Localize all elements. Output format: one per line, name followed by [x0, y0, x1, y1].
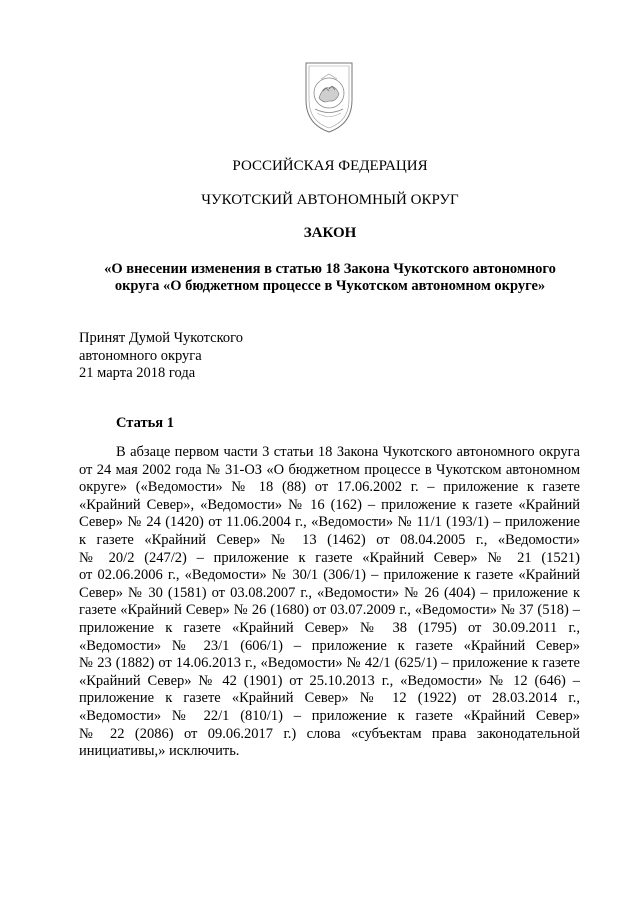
body-line: инициативы,» исключить. [79, 743, 240, 760]
country-heading: РОССИЙСКАЯ ФЕДЕРАЦИЯ [232, 158, 428, 174]
adoption-line: Принят Думой Чукотского [79, 330, 244, 346]
body-line: приложение к газете «Крайний Север» № 12 (1922) от 28.03.2014 г., [79, 690, 580, 707]
body-line: «Ведомости» № 23/1 (606/1) – приложение к газете «Крайний Север» [79, 637, 580, 654]
adoption-info [79, 330, 243, 383]
body-line: Север» № 24 (1420) от 11.06.2004 г., «Ведомости» № 11/1 (193/1) – приложение [79, 514, 580, 531]
coat-of-arms-icon [299, 56, 359, 136]
body-line: «Крайний Север», «Ведомости» № 16 (162) – приложение к газете «Крайний [79, 496, 580, 513]
law-title-line: «О внесении изменения в статью 18 Закона Чукотского автономного [104, 261, 556, 277]
article-heading: Статья 1 [116, 415, 174, 431]
body-line: № 20/2 (247/2) – приложение к газете «Крайний Север» № 21 (1521) [79, 549, 580, 566]
body-line: «Ведомости» № 22/1 (810/1) – приложение к газете «Крайний Север» [79, 707, 580, 724]
body-line: № 23 (1882) от 14.06.2013 г., «Ведомости» № 42/1 (625/1) – приложение к газете [79, 655, 580, 672]
law-title [60, 261, 600, 295]
article-body [79, 444, 580, 761]
body-line: газете «Крайний Север» № 26 (1680) от 03.07.2009 г., «Ведомости» № 37 (518) – [79, 602, 580, 619]
body-line: от 24 мая 2002 года № 31-ОЗ «О бюджетном процессе в Чукотском автономном [79, 461, 580, 478]
adoption-line: автономного округа [79, 347, 202, 364]
body-line: «Крайний Север» № 42 (1901) от 25.10.2013 г., «Ведомости» № 12 (646) – [79, 672, 580, 689]
region-heading: ЧУКОТСКИЙ АВТОНОМНЫЙ ОКРУГ [201, 192, 459, 208]
body-line: В абзаце первом части 3 статьи 18 Закона Чукотского автономного округа [116, 444, 580, 460]
body-line: № 22 (2086) от 09.06.2017 г.) слова «субъектам права законодательной [79, 725, 580, 742]
document-type-heading: ЗАКОН [303, 225, 357, 241]
body-line: от 02.06.2006 г., «Ведомости» № 30/1 (306/1) – приложение к газете «Крайний [79, 567, 580, 584]
adoption-date: 21 марта 2018 года [79, 365, 196, 381]
law-title-line: округа «О бюджетном процессе в Чукотском автономном округе» [114, 278, 546, 294]
body-line: округе» («Ведомости» № 18 (88) от 17.06.2002 г. – приложение к газете [79, 479, 580, 496]
body-line: Север» № 30 (1581) от 03.08.2007 г., «Ведомости» № 26 (404) – приложение к [79, 584, 580, 601]
body-line: к газете «Крайний Север» № 13 (1462) от 08.04.2005 г., «Ведомости» [79, 531, 580, 548]
body-line: приложение к газете «Крайний Север» № 38 (1795) от 30.09.2011 г., [79, 619, 580, 636]
